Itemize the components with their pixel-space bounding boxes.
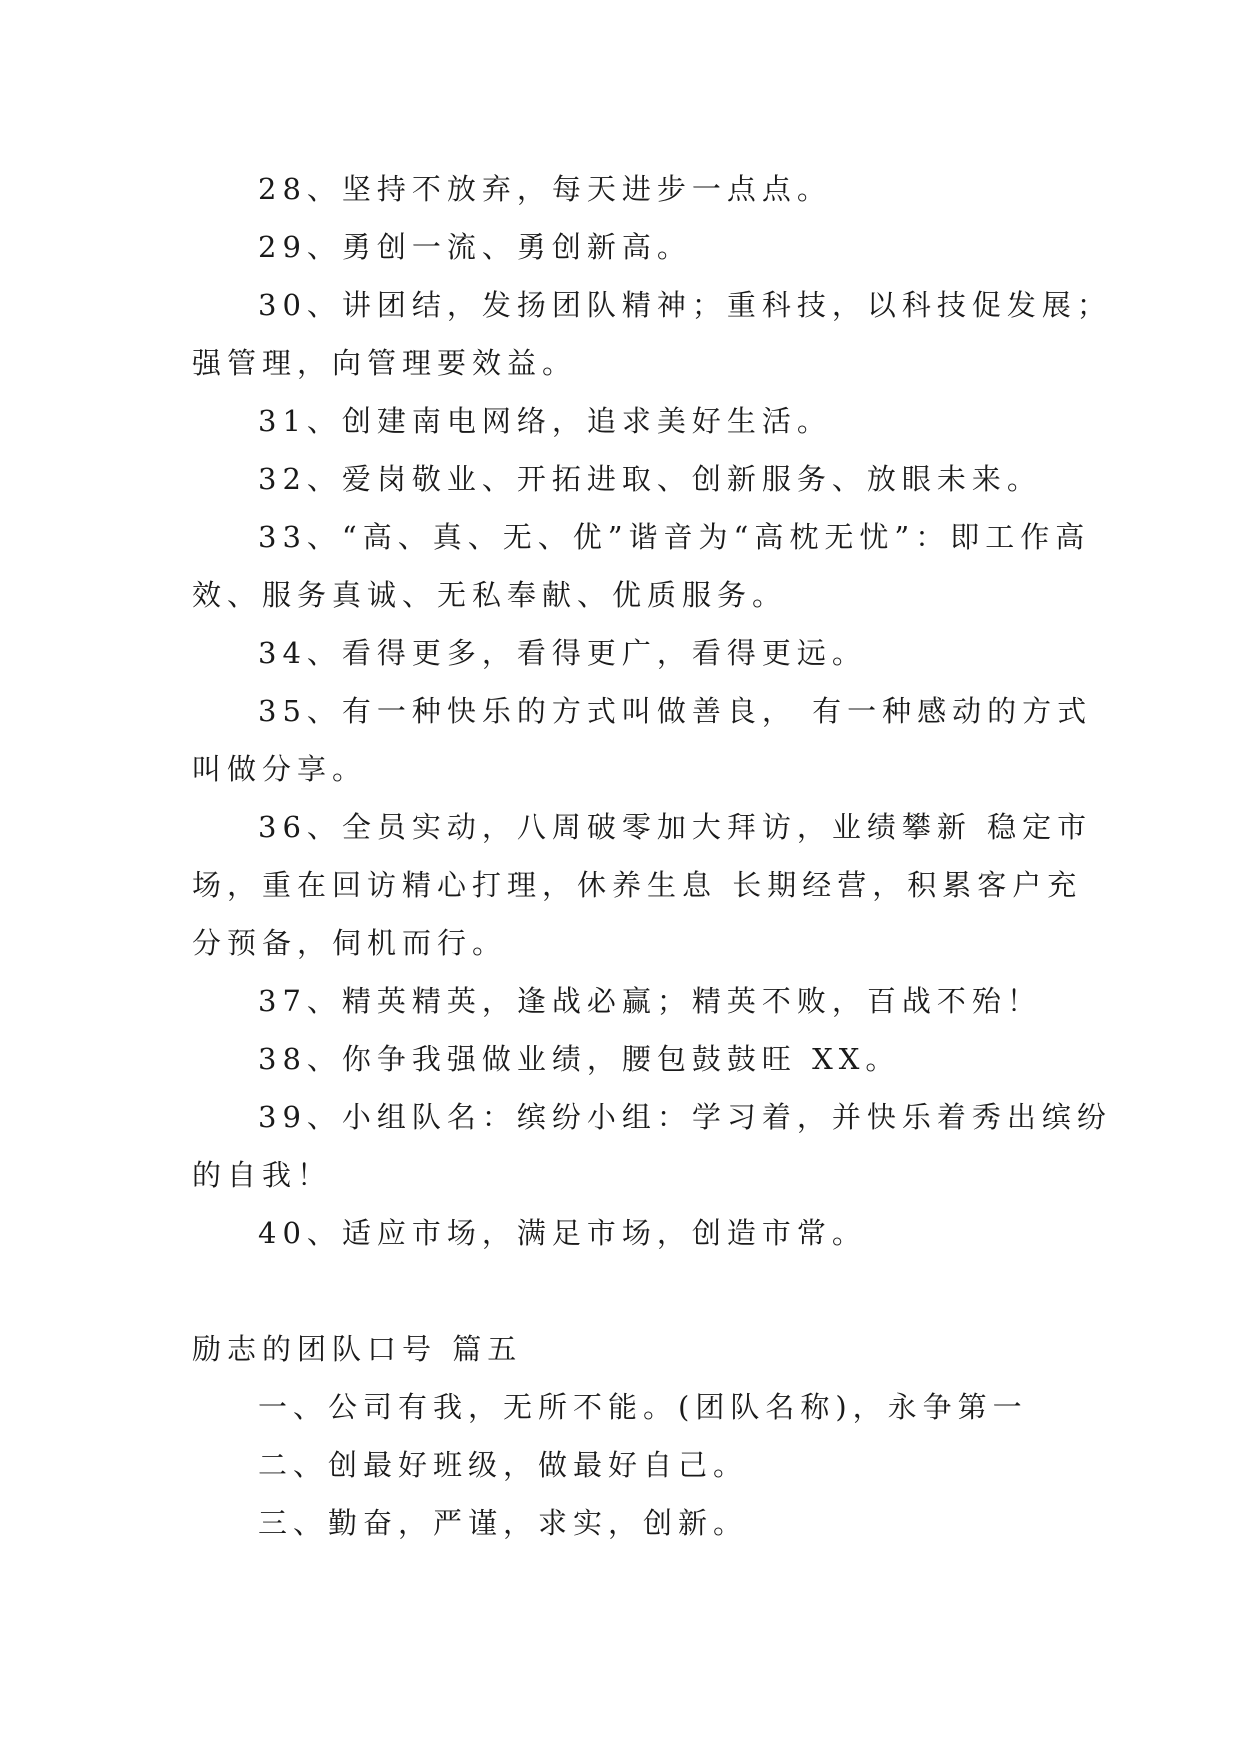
slogan-36-continued-2: 分预备，伺机而行。 [192,926,508,960]
slogan-29: 29、勇创一流、勇创新高。 [258,230,692,264]
slogan-36: 36、全员实动，八周破零加大拜访，业绩攀新 稳定市 [258,810,1093,844]
slogan-39-continued: 的自我！ [192,1158,333,1192]
slogan-30: 30、讲团结，发扬团队精神；重科技，以科技促发展； [258,288,1112,322]
slogan-36-continued-1: 场，重在回访精心打理，休养生息 长期经营，积累客户充 [192,868,1083,902]
slogan-37: 37、精英精英，逢战必赢；精英不败，百战不殆！ [258,984,1042,1018]
section5-item-2: 二、创最好班级，做最好自己。 [258,1448,749,1482]
slogan-38: 38、你争我强做业绩，腰包鼓鼓旺 XX。 [258,1042,901,1076]
slogan-40: 40、适应市场，满足市场，创造市常。 [258,1216,867,1250]
slogan-34: 34、看得更多，看得更广，看得更远。 [258,636,867,670]
slogan-39: 39、小组队名：缤纷小组：学习着，并快乐着秀出缤纷 [258,1100,1112,1134]
slogan-35: 35、有一种快乐的方式叫做善良， 有一种感动的方式 [258,694,1093,728]
slogan-35-continued: 叫做分享。 [192,752,368,786]
section5-item-1: 一、公司有我，无所不能。(团队名称)，永争第一 [258,1390,1028,1424]
document-page [192,160,1112,1552]
slogan-31: 31、创建南电网络，追求美好生活。 [258,404,832,438]
section-heading: 励志的团队口号 篇五 [192,1332,523,1366]
slogan-33: 33、“高、真、无、优”谐音为“高枕无忧”：即工作高 [258,520,1091,554]
section5-item-3: 三、勤奋，严谨，求实，创新。 [258,1506,749,1540]
slogan-33-continued: 效、服务真诚、无私奉献、优质服务。 [192,578,788,612]
slogan-32: 32、爱岗敬业、开拓进取、创新服务、放眼未来。 [258,462,1042,496]
slogan-30-continued: 强管理，向管理要效益。 [192,346,578,380]
slogan-28: 28、坚持不放弃，每天进步一点点。 [258,172,832,206]
